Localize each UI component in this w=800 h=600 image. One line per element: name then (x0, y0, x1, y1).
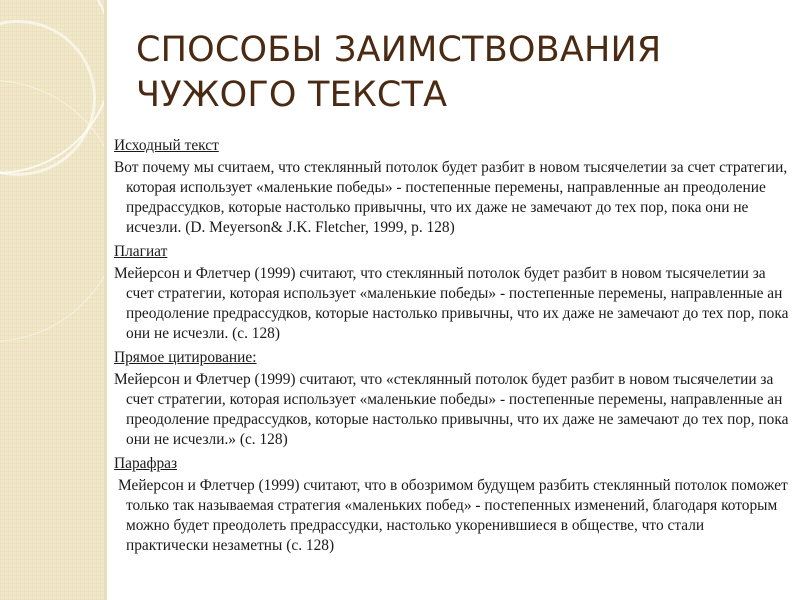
side-band-edge (104, 0, 107, 600)
section-heading: Исходный текст (114, 137, 219, 154)
decorative-side-band (0, 0, 104, 600)
slide-title-line-2: ЧУЖОГО ТЕКСТА (136, 75, 448, 115)
slide-title (136, 28, 776, 118)
section-paragraph: Вот почему мы считаем, что стеклянный потолок будет разбит в новом тысячелетии за счет стратегии, которая использует «маленькие победы» - постепенные перемены, направленные ан преодоление предрассудков, которые настолько привычны, что их даже не замечают до тех пор, пока они не исчезли. (D. Meyerson& J.K. Fletcher, 1999, p. 128) (114, 159, 788, 236)
section-paragraph: Мейерсон и Флетчер (1999) считают, что «стеклянный потолок будет разбит в новом тысячелетии за счет стратегии, которая использует «маленькие победы» - постепенные перемены, направленные ан преодоление предрассудков, которые настолько привычны, что их даже не замечают до тех пор, пока они не исчезли.» (с. 128) (114, 371, 789, 448)
slide-title-line-1: СПОСОБЫ ЗАИМСТВОВАНИЯ (136, 30, 662, 70)
section-paragraph: Мейерсон и Флетчер (1999) считают, что в обозримом будущем разбить стеклянный потолок поможет только так называемая стратегия «маленьких побед» - постепенных изменений, благодаря которым можно будет преодолеть предрассудки, настолько укоренившиеся в обществе, что стали практически незаметны (с. 128) (118, 477, 788, 554)
slide-body (114, 136, 790, 560)
section-heading: Плагиат (114, 243, 168, 260)
section-direct-quote (114, 348, 790, 450)
section-paragraph: Мейерсон и Флетчер (1999) считают, что стеклянный потолок будет разбит в новом тысячелетии за счет стратегии, которая использует «маленькие победы» - постепенные перемены, направленные ан преодоление предрассудков, которые настолько привычны, что их даже не замечают до тех пор, пока они не исчезли. (с. 128) (114, 265, 789, 342)
section-plagiarism (114, 242, 790, 344)
section-source-text (114, 136, 790, 238)
section-heading: Прямое цитирование: (114, 349, 257, 366)
section-heading: Парафраз (114, 455, 178, 472)
section-paraphrase (114, 454, 790, 556)
